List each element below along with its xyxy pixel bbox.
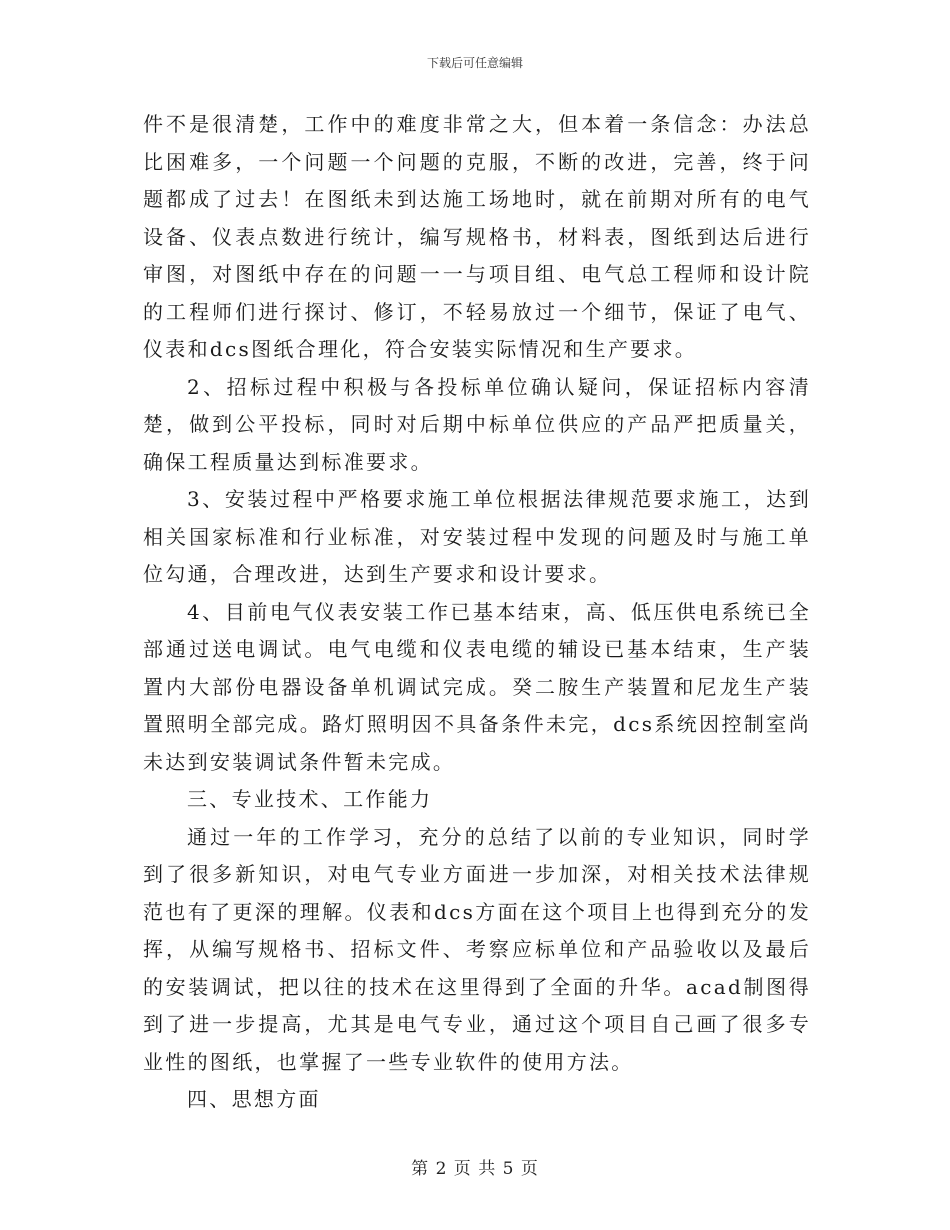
paragraph-item-2: 2、招标过程中积极与各投标单位确认疑问，保证招标内容清楚，做到公平投标，同时对后期中标单位供应的产品严把质量关，确保工程质量达到标准要求。 xyxy=(143,374,811,474)
paragraph-continuation: 件不是很清楚，工作中的难度非常之大，但本着一条信念：办法总比困难多，一个问题一个问题的克服，不断的改进，完善，终于问题都成了过去！在图纸未到达施工场地时，就在前期对所有的电气设备、仪表点数进行统计，编写规格书，材料表，图纸到达后进行审图，对图纸中存在的问题一一与项目组、电气总工程师和设计院的工程师们进行探讨、修订，不轻易放过一个细节，保证了电气、仪表和dcs图纸合理化，符合安装实际情况和生产要求。 xyxy=(143,112,811,361)
paragraph-skills: 通过一年的工作学习，充分的总结了以前的专业知识，同时学到了很多新知识，对电气专业方面进一步加深，对相关技术法律规范也有了更深的理解。仪表和dcs方面在这个项目上也得到充分的发挥，从编写规格书、招标文件、考察应标单位和产品验收以及最后的安装调试，把以往的技术在这里得到了全面的升华。acad制图得到了进一步提高，尤其是电气专业，通过这个项目自己画了很多专业性的图纸，也掌握了一些专业软件的使用方法。 xyxy=(143,824,811,1074)
section-heading-skills: 三、专业技术、工作能力 xyxy=(187,787,433,811)
document-body xyxy=(143,106,811,1119)
page-number: 第 2 页 共 5 页 xyxy=(411,1159,539,1179)
page-header: 下载后可任意编辑 xyxy=(426,56,523,70)
paragraph-item-4: 4、目前电气仪表安装工作已基本结束，高、低压供电系统已全部通过送电调试。电气电缆和仪表电缆的辅设已基本结束，生产装置内大部份电器设备单机调试完成。癸二胺生产装置和尼龙生产装置照明全部完成。路灯照明因不具备条件未完，dcs系统因控制室尚未达到安装调试条件暂未完成。 xyxy=(143,599,811,774)
section-heading-thought: 四、思想方面 xyxy=(187,1087,321,1111)
paragraph-item-3: 3、安装过程中严格要求施工单位根据法律规范要求施工，达到相关国家标准和行业标准，对安装过程中发现的问题及时与施工单位勾通，合理改进，达到生产要求和设计要求。 xyxy=(143,487,811,586)
